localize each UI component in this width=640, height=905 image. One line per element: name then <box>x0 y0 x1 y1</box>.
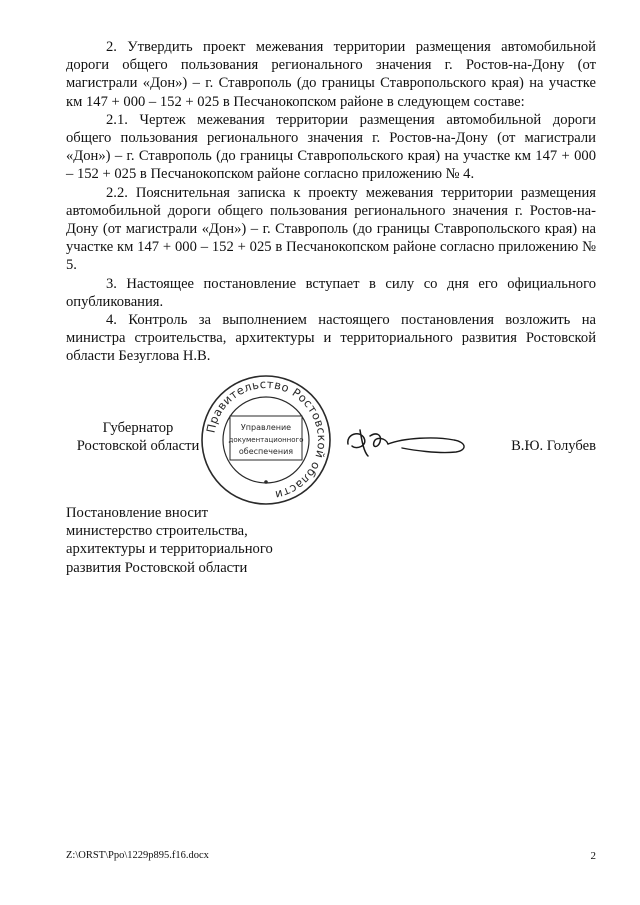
seal-ring-text: Правительство Ростовской области <box>203 376 330 503</box>
governor-title-line2: Ростовской области <box>76 438 200 455</box>
submitter-note-line3: архитектуры и территориального <box>66 541 273 558</box>
seal-star-mark <box>264 480 268 484</box>
submitter-note <box>66 504 326 577</box>
paragraph-effective-date: 3. Настоящее постановление вступает в силу со дня его официального опубликования. <box>66 275 596 310</box>
governor-title <box>68 419 208 455</box>
decree-body <box>66 38 596 366</box>
seal-inner-line2: документационного <box>228 436 304 444</box>
paragraph-control: 4. Контроль за выполнением настоящего постановления возложить на министра строительства, архитектуры и территориального развития Ростовской области Безуглова Н.В. <box>66 312 596 365</box>
submitter-note-line2: министерство строительства, <box>66 523 248 540</box>
paragraph-approve-project: 2. Утвердить проект межевания территории размещения автомобильной дороги общего пользования регионального значения г. Ростов-на-Дону (от магистрали «Дон») – г. Ставрополь (до границы Ставропольского края) на участке км 147 + 000 – 152 + 025 в Песчанокопском районе в следующем составе: <box>66 39 596 110</box>
seal-inner-line3: обеспечения <box>238 447 294 456</box>
seal-inner-line1: Управление <box>240 423 292 432</box>
page-number: 2 <box>590 850 596 862</box>
submitter-note-line4: развития Ростовской области <box>66 559 248 576</box>
governor-title-line1: Губернатор <box>102 420 174 436</box>
submitter-note-line1: Постановление вносит <box>66 505 209 521</box>
paragraph-drawing: 2.1. Чертеж межевания территории размещения автомобильной дороги общего пользования регионального значения г. Ростов-на-Дону (от магистрали «Дон») – г. Ставрополь (до границы Ставропольского края) на участке км 147 + 000 – 152 + 025 в Песчанокопском районе согласно приложению № 4. <box>66 111 596 183</box>
paragraph-explanatory-note: 2.2. Пояснительная записка к проекту межевания территории размещения автомобильной дороги общего пользования регионального значения г. Ростов-на-Дону (от магистрали «Дон») – г. Ставрополь (до границы Ставропольского края) на участке км 147 + 000 – 152 + 025 в Песчанокопском районе согласно приложению № 5. <box>66 184 596 274</box>
handwritten-signature <box>342 420 474 464</box>
official-seal <box>198 372 334 508</box>
file-path: Z:\ORST\Ppo\1229p895.f16.docx <box>66 850 209 861</box>
governor-name: В.Ю. Голубев <box>511 438 596 454</box>
